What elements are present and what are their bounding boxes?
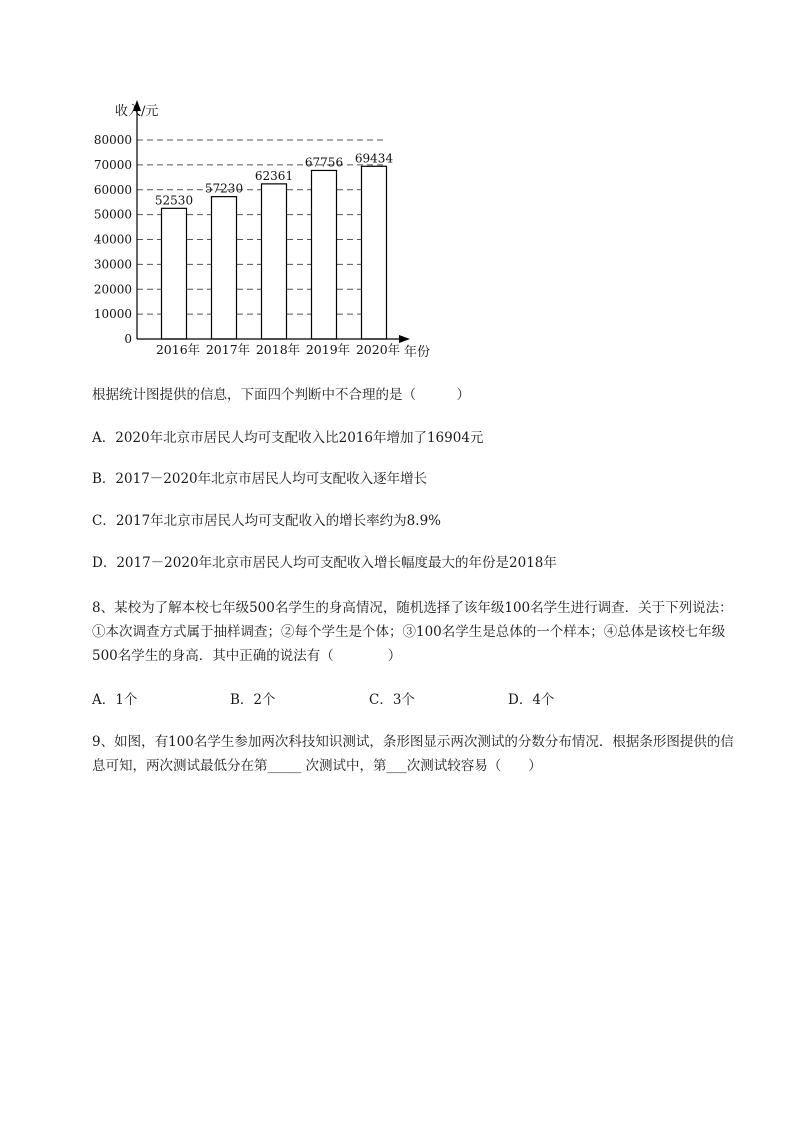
y-tick-label: 10000 [93, 307, 132, 322]
bar-value-label: 57230 [204, 181, 244, 196]
q7-option-a: A．2020年北京市居民人均可支配收入比2016年增加了16904元 [92, 430, 484, 446]
q8-option-d: D．4个 [508, 692, 555, 708]
x-tick-label: 2019年 [305, 342, 351, 357]
q7-stem: 根据统计图提供的信息，下面四个判断中不合理的是（ ） [92, 387, 470, 403]
x-tick-label: 2020年 [355, 342, 401, 357]
q8-option-a: A．1个 [92, 692, 138, 708]
q7-option-b: B．2017－2020年北京市居民人均可支配收入逐年增长 [92, 471, 428, 487]
bar [262, 184, 287, 339]
y-axis-title: 收入/元 [115, 104, 159, 119]
y-tick-label: 50000 [93, 207, 132, 222]
y-tick-label: 30000 [93, 257, 132, 272]
y-tick-label: 20000 [93, 282, 132, 297]
q7-option-c: C．2017年北京市居民人均可支配收入的增长率约为8.9% [92, 513, 441, 529]
x-axis-arrow [399, 335, 410, 343]
x-tick-label: 2016年 [155, 342, 201, 357]
q9-stem: 9、如图，有100名学生参加两次科技知识测试，条形图显示两次测试的分数分布情况．根据条形图提供的信息可知，两次测试最低分在第_____ 次测试中，第___次测试较容易（ ） [92, 734, 734, 774]
x-tick-label: 2018年 [255, 342, 301, 357]
bar [162, 208, 187, 339]
q8-option-c: C．3个 [369, 692, 415, 708]
income-bar-chart [0, 0, 460, 370]
bar-value-label: 67756 [304, 155, 344, 170]
bar [312, 170, 337, 339]
q8-stem: 8、某校为了解本校七年级500名学生的身高情况，随机选择了该年级100名学生进行调查．关于下列说法：①本次调查方式属于抽样调查；②每个学生是个体；③100名学生是总体的一个样本；④总体是该校七年级500名学生的身高．其中正确的说法有（ ） [92, 600, 733, 664]
q8-options [92, 688, 742, 712]
bar-value-label: 52530 [154, 193, 194, 208]
y-tick-labels [94, 133, 132, 346]
y-tick-label: 0 [124, 332, 132, 346]
bar-value-label: 69434 [354, 151, 394, 166]
y-tick-label: 40000 [93, 232, 132, 247]
x-tick-labels [156, 342, 400, 357]
y-tick-label: 70000 [93, 157, 132, 172]
x-axis-title: 年份 [404, 345, 431, 360]
q7-option-d: D．2017－2020年北京市居民人均可支配收入增长幅度最大的年份是2018年 [92, 555, 557, 571]
bar [362, 166, 387, 339]
bar-value-label: 62361 [254, 168, 294, 183]
y-tick-label: 80000 [93, 133, 132, 147]
chart-bars [162, 166, 387, 339]
y-tick-label: 60000 [93, 182, 132, 197]
x-tick-label: 2017年 [205, 342, 251, 357]
q8-option-b: B．2个 [230, 692, 276, 708]
bar [212, 197, 237, 339]
